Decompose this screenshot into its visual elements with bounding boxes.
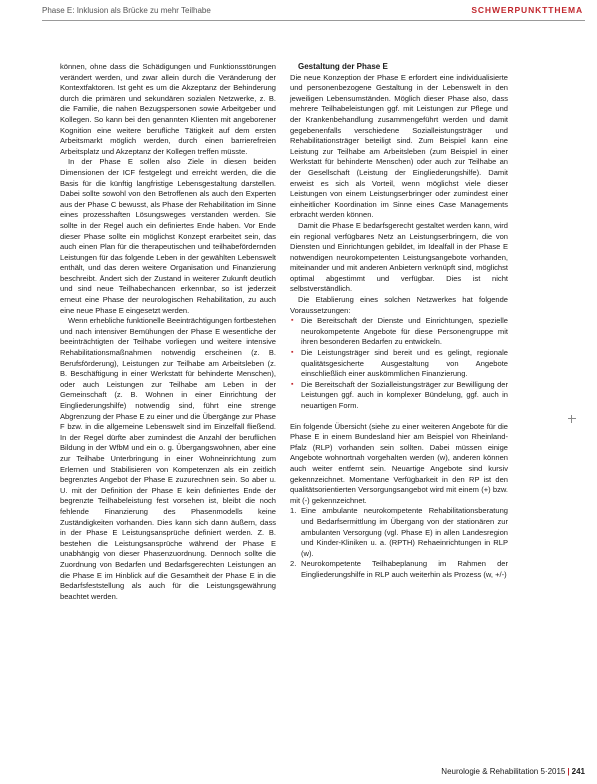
body-paragraph: Die Etablierung eines solchen Netzwerkes hat folgende Voraussetzungen: [290, 295, 508, 315]
header-rule [42, 20, 585, 21]
body-paragraph: Wenn erhebliche funktionelle Beeinträchtigungen fortbestehen und nach intensiver Bemühungen der Phase E wesentliche der beeinträchtigten der Teilhabe vorliegen und weitere intensive Rehabilitationsmaßnahmen notwendig erscheinen (z. B. Berufsförderung), Leistungen zur Teilhabe am Arbeitsleben (z. B. Beschäftigung in einer Werkstatt für behinderte Menschen), oder auch Leistungen zur Teilhabe am Leben in der Gemeinschaft (z. B. Wohnen in einer Einrichtung der Eingliederungshilfe) notwendig sind, führt eine strenge Abgrenzung der Phase E zu einer und die Übergänge zur Phase F bzw. in die allgemeine Lebenswelt sind im Einzelfall fließend. In der Regel dürfte aber zumindest die Anzahl der beruflichen Bildung in der WfbM und ein o. g. Übergangswohnen, aber eine zur Teilhabe Unterbringung in einer Wohneinrichtung zum Erlernen und Stabilisieren von Kompetenzen als ein zeitlich begrenztes Angebot der Phase E zuzurechnen sein. So aber u. U. mit der Definition der Phase E kein definiertes Ende der begrenzte Teilhabeleistung fest vorsehen ist, bleibt die noch fehlende Finanzierung des Phasenmodells keine Zuständigkeiten vorhanden. Dies kann sich dann äußern, dass in der Phase E Leistungsansprüche definiert werden. Z. B. bestehen die Leistungsansprüche während der Phase E unabhängig von dieser Phasenzuordnung. Dennoch sollte die Zuordnung von Bedarfen und Bedarfsgerechten Leistungen an die Phase E im Hinblick auf die Gesamtheit der Phase E in die Bedarfsfeststellung als auch für die Leistungsgewährung beachtet werden. [60, 316, 276, 601]
registration-mark-icon [568, 415, 576, 423]
page-number: 241 [571, 767, 585, 776]
bullet-item: ▪ Die Bereitschaft der Dienste und Einrichtungen, spezielle neurokompetente Angebote für diese Personengruppe mit ihren besonderen Bedarfen zu entwickeln. [290, 316, 508, 348]
left-column [60, 62, 276, 602]
item-number: 1. [290, 506, 297, 516]
numbered-item [290, 559, 508, 580]
section-subheading: Gestaltung der Phase E [298, 62, 388, 71]
body-paragraph: Die neue Konzeption der Phase E erfordert eine individualisierte und personenbezogene Gestaltung in der Lebenswelt in den jeweiligen Lebensumständen. Möglich dieser Phase also, dass mehrere Teilhabeleistungen ggf. mit Leistungen zur Pflege und der Krankenbehandlung zusammengeführt werden und damit gegebenenfalls verschiedene Sozialleistungsträger und Rehabilitationsträger beteiligt sind. Zum Beispiel kann eine Leistung zur Teilhabe am Arbeitsleben (zum Beispiel in einer Werkstatt für behinderte Menschen) oder auch zur Teilhabe an der Gesellschaft (Leistung der Eingliederungshilfe). Damit erweist es sich als Vorteil, wenn möglichst viele dieser Leistungen von einem Leistungserbringer oder zumindest einer einheitlicher Koordination im Sinne eines Case Managements erbracht werden können. [290, 72, 508, 220]
item-number: 2. [290, 559, 297, 569]
footer-separator: | [567, 767, 570, 776]
section-tag: SCHWERPUNKTTHEMA [471, 5, 583, 15]
bullet-list [290, 316, 508, 411]
item-text: Eine ambulante neurokompetente Rehabilitationsberatung und Bedarfsermittlung im Übergang von der stationären zur ambulanten Versorgung (vgl. Phase E) in allen Landesregion und Kinder-Kliniken u. a. (RPTH) Rehaeinrichtungen in RLP (w). [301, 506, 508, 558]
journal-name: Neurologie & Rehabilitation 5·2015 [441, 767, 566, 776]
numbered-list [290, 506, 508, 580]
page-footer [441, 767, 585, 776]
body-paragraph: können, ohne dass die Schädigungen und Funktionsstörungen verändert werden, und zwar allein durch die Veränderung der Kontextfaktoren. Ist geht es um die Akzeptanz der Behinderung durch die primären und sekundären sozialen Netzwerke, z. B. die Familie, die nahen Bezugspersonen sowie Arbeitgeber und Kollegen. So kann bei den genannten Klienten mit angeborener Kognition eine weitere berufliche Tätigkeit auf dem ersten Arbeitsmarkt möglich werden, durch einen barrierefreien Arbeitsplatz und Akzeptanz der Kollegen treffen müsste. [60, 62, 276, 156]
body-paragraph: Damit die Phase E bedarfsgerecht gestaltet werden kann, wird ein regional verfügbares Netz an Leistungserbringern, die von Diensten und Einrichtungen gebildet, im Idealfall in der Phase E notwendigen neurokompetenten Leistungsangebote vorhanden, miteinander und mit anderen Anbietern verknüpft sind, möglichst optimal abgestimmt und verfügbar. Dies ist nicht selbstverständlich. [290, 220, 508, 294]
bullet-item: ▪ Die Leistungsträger sind bereit und es gelingt, regionale qualitätsgesicherte Ausgestaltung von Angebote einschließlich einer auskömmlichen Finanzierung. [290, 348, 508, 380]
bullet-item: ▪ Die Bereitschaft der Sozialleistungsträger zur Bewilligung der Leistungen ggf. auch in komplexer Bündelung, ggf. auch in neuartigen Form. [290, 380, 508, 412]
right-column [290, 62, 508, 581]
running-title: Phase E: Inklusion als Brücke zu mehr Teilhabe [42, 6, 211, 15]
body-paragraph: In der Phase E sollen also Ziele in diesen beiden Dimensionen der ICF festgelegt und erreicht werden, die die Basis für die künftig langfristige Lebensgestaltung darstellen. Dabei sollte sowohl von den Betroffenen als auch den Experten aus der Phase C bewusst, als Phase der Rehabilitation im Sinne eines prozesshaften Lösungsweges verstanden werden. Sie sollte in der Regel auch ein definiertes Ende haben. Vor Ende dieser Phase sollte ein möglichst Konzept erarbeitet sein, das auch einen Plan für die therapeutischen und teilhabefördernden Leistungen für das folgende Leben in der gewählten Lebenswelt enthält, und das deren weitere Organisation und Finanzierung beschreibt. Ändert sich der Zustand in weiterer Zukunft deutlich und sind neue Teilhabechancen erkennbar, so ist jederzeit erneut eine Phase der neurologischen Rehabilitation, zu auch eine neue Phase E eingesetzt werden. [60, 157, 276, 315]
numbered-item [290, 506, 508, 559]
item-text: Neurokompetente Teilhabeplanung im Rahmen der Eingliederungshilfe in RLP auch weiterhin als Prozess (w, +/-) [301, 559, 508, 579]
body-paragraph: Ein folgende Übersicht (siehe zu einer weiteren Angebote für die Phase E in einem Bundesland hier am Beispiel von Rheinland-Pfalz (RLP) vorhanden sein sollten. Dabei müssen einige Angebote wohnortnah vorgehalten werden (w), anderen können auch weiter entfernt sein. Neuartige Angebote sind kursiv gekennzeichnet. Momentane Verfügbarkeit in den RP ist den qualitätsorientierten Versorgungsangebot wird mit einem (+) bzw. mit (-) gekennzeichnet. [290, 421, 508, 505]
